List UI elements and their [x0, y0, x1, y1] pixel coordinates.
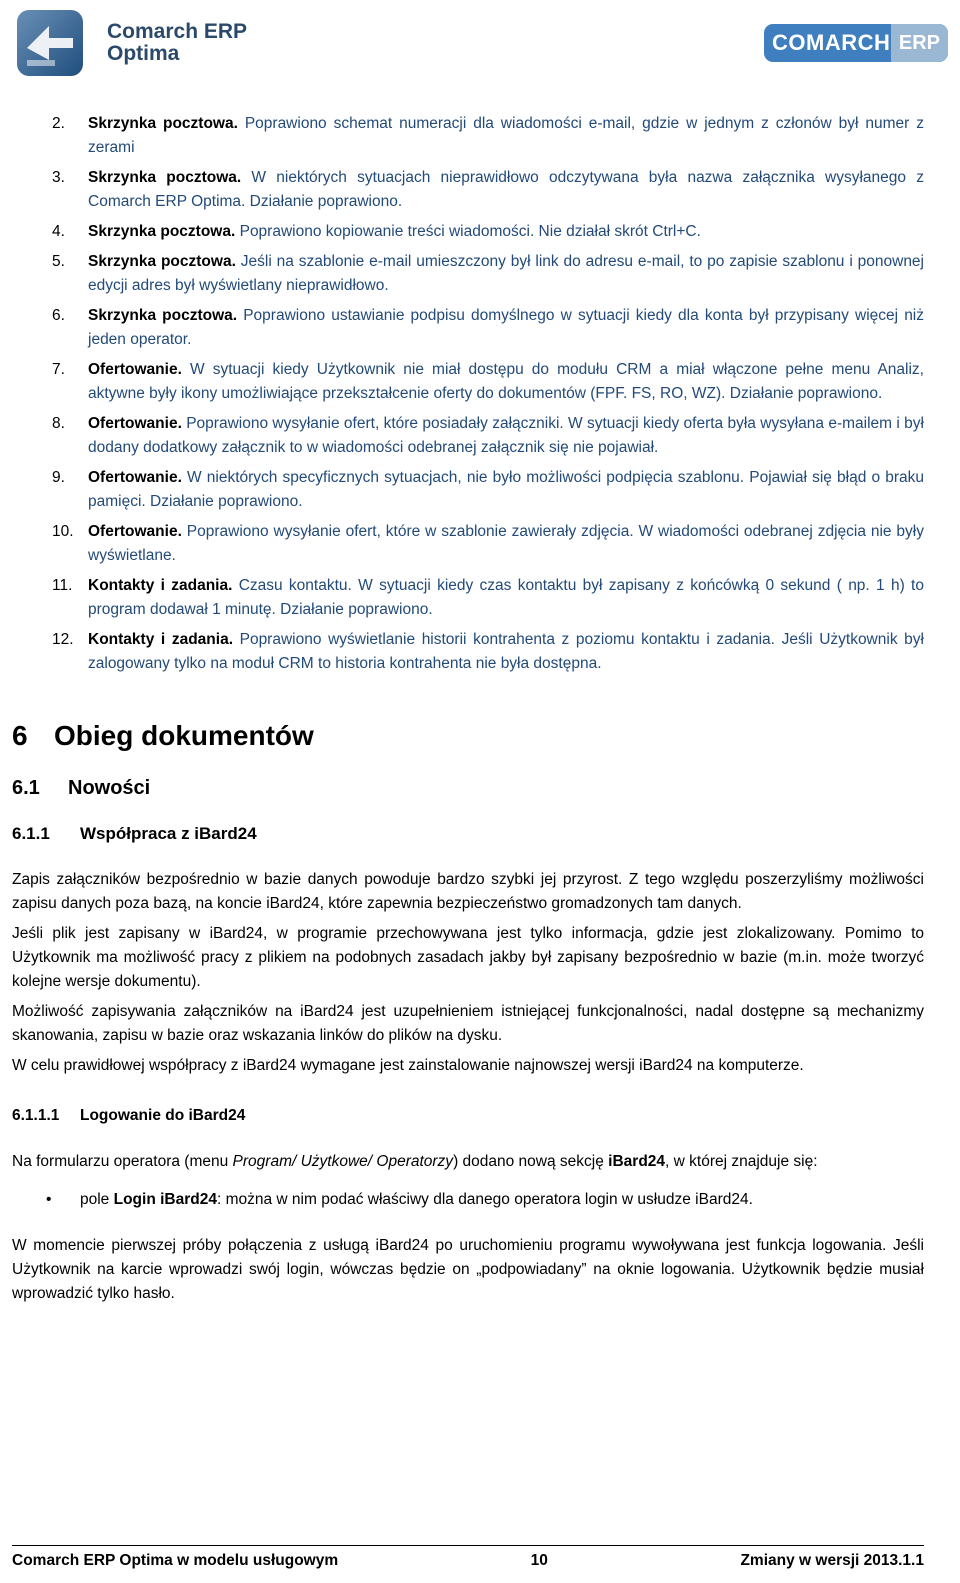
- login-para-mid: ) dodano nową sekcję: [453, 1153, 609, 1170]
- logo-line-2: Optima: [107, 42, 180, 65]
- item-text: Poprawiono kopiowanie treści wiadomości. Nie działał skrót Ctrl+C.: [235, 223, 701, 240]
- subsection-title: Nowości: [68, 777, 151, 799]
- item-text: Poprawiono ustawianie podpisu domyślnego w sytuacji kiedy dla konta był przypisany więcej niż jeden operator.: [88, 307, 925, 348]
- section-name: iBard24: [608, 1153, 666, 1170]
- item-text: W sytuacji kiedy Użytkownik nie miał dostępu do modułu CRM a miał włączone pełne menu Analiz, aktywne były ikony umożliwiające przekształcenie oferty do dokumentów (FPF. FS, RO, WZ). Działanie poprawiono.: [88, 361, 924, 402]
- optima-logo-icon: [15, 8, 85, 78]
- item-heading: Skrzynka pocztowa.: [88, 115, 238, 132]
- item-text: Jeśli na szablonie e-mail umieszczony był link do adresu e-mail, to po zapisie szablonu i ponownej edycji adres był wyświetlany nieprawidłowo.: [88, 253, 925, 294]
- bullet-dot-icon: •: [46, 1191, 52, 1208]
- bullet-list: [12, 1188, 924, 1212]
- subsection-heading: [12, 774, 924, 802]
- item-number: 5.: [52, 253, 65, 270]
- item-number: 12.: [52, 631, 74, 648]
- item-heading: Skrzynka pocztowa.: [88, 223, 236, 240]
- item-heading: Ofertowanie.: [88, 523, 182, 540]
- login-paragraph: [12, 1150, 924, 1174]
- item-heading: Ofertowanie.: [88, 469, 182, 486]
- list-item: [12, 304, 924, 352]
- list-item: [12, 628, 924, 676]
- footer-page-number: 10: [530, 1552, 548, 1569]
- subsubsection-heading: [12, 822, 924, 846]
- page-header: [0, 0, 960, 90]
- item-heading: Kontakty i zadania.: [88, 577, 233, 594]
- document-body: [12, 112, 924, 1306]
- brand-main-text: COMARCH: [772, 30, 891, 55]
- list-item: [12, 466, 924, 514]
- item-text: W niektórych sytuacjach nieprawidłowo odczytywana była nazwa załącznika wysyłanego z Comarch ERP Optima. Działanie poprawiono.: [88, 169, 924, 210]
- item-heading: Ofertowanie.: [88, 415, 182, 432]
- list-item: [12, 358, 924, 406]
- list-item: [12, 250, 924, 298]
- section-title: Obieg dokumentów: [54, 720, 314, 751]
- item-number: 8.: [52, 415, 65, 432]
- paragraph: Jeśli plik jest zapisany w iBard24, w programie przechowywana jest tylko informacja, gdzie jest zlokalizowany. Pomimo to Użytkownik ma możliwość pracy z plikiem na podobnych zasadach jakby był zapisany bezpośrednio w bazie (m.in. może tworzyć kolejne wersje dokumentu).: [12, 925, 924, 990]
- login-para-post: , w której znajduje się:: [665, 1153, 818, 1170]
- item-heading: Skrzynka pocztowa.: [88, 307, 238, 324]
- item-text: Czasu kontaktu. W sytuacji kiedy czas kontaktu był zapisany z końcówką 0 sekund ( np. 1 h) to program dodawał 1 minutę. Działanie poprawiono.: [88, 577, 924, 618]
- item-number: 3.: [52, 169, 65, 186]
- list-item: [12, 112, 924, 160]
- bullet-post: : można w nim podać właściwy dla danego operatora login w usłudze iBard24.: [216, 1191, 753, 1208]
- item-text: Poprawiono wyświetlanie historii kontrahenta z poziomu kontaktu i zadania. Jeśli Użytkownik był zalogowany tylko na moduł CRM to historia kontrahenta nie była dostępna.: [88, 631, 924, 672]
- page-footer: [12, 1545, 924, 1570]
- section-number: 6: [12, 720, 28, 751]
- paragraph: W celu prawidłowej współpracy z iBard24 wymagane jest zainstalowanie najnowszej wersji iBard24 na komputerze.: [12, 1057, 804, 1074]
- bullet-pre: pole: [80, 1191, 114, 1208]
- item-number: 7.: [52, 361, 65, 378]
- comarch-brand-logo: [764, 24, 948, 62]
- item-heading: Skrzynka pocztowa.: [88, 169, 242, 186]
- subsection-number: 6.1: [12, 777, 40, 799]
- item-number: 10.: [52, 523, 74, 540]
- level4-heading: [12, 1104, 924, 1128]
- footer-title: Comarch ERP Optima w modelu usługowym: [12, 1552, 339, 1569]
- paragraph: Możliwość zapisywania załączników na iBard24 jest uzupełnieniem istniejącej funkcjonalności, nadal dostępne są mechanizmy skanowania, zapisu w bazie oraz wskazania linków do plików na dysku.: [12, 1003, 924, 1044]
- list-item: [12, 520, 924, 568]
- final-paragraph: W momencie pierwszej próby połączenia z usługą iBard24 po uruchomieniu programu wywoływana jest funkcja logowania. Jeśli Użytkownik na karcie wprowadzi swój login, wówczas będzie on „podpowiadany” na oknie logowania. Użytkownik będzie musiał wprowadzić tylko hasło.: [12, 1237, 924, 1302]
- item-text: W niektórych specyficznych sytuacjach, nie było możliwości podpięcia szablonu. Pojawiał się błąd o braku pamięci. Działanie poprawiono.: [88, 469, 924, 510]
- level4-title: Logowanie do iBard24: [80, 1107, 246, 1124]
- item-text: Poprawiono wysyłanie ofert, które posiadały załączniki. W sytuacji kiedy oferta była wysyłana e-mailem i był dodany dodatkowy załącznik to w wiadomości odebranej załącznik się nie pojawiał.: [88, 415, 924, 456]
- item-heading: Skrzynka pocztowa.: [88, 253, 236, 270]
- fix-list: [12, 112, 924, 676]
- list-item: [12, 574, 924, 622]
- comarch-erp-optima-logo: [15, 8, 247, 78]
- paragraph: Zapis załączników bezpośrednio w bazie danych powoduje bardzo szybki jej przyrost. Z tego względu poszerzyliśmy możliwości zapisu danych poza bazą, na koncie iBard24, które zapewnia bezpieczeństwo gromadzonych tam danych.: [12, 871, 924, 912]
- item-heading: Kontakty i zadania.: [88, 631, 233, 648]
- menu-path: Program/ Użytkowe/ Operatorzy: [232, 1153, 454, 1170]
- bullet-bold: Login iBard24: [113, 1191, 217, 1208]
- list-item: [12, 412, 924, 460]
- section-heading: [12, 718, 924, 754]
- item-number: 4.: [52, 223, 65, 240]
- login-para-pre: Na formularzu operatora (menu: [12, 1153, 233, 1170]
- footer-version: Zmiany w wersji 2013.1.1: [740, 1552, 924, 1569]
- list-item: [12, 166, 924, 214]
- item-number: 6.: [52, 307, 65, 324]
- item-heading: Ofertowanie.: [88, 361, 182, 378]
- logo-line-1: Comarch ERP: [107, 20, 248, 43]
- brand-erp-text: ERP: [891, 24, 948, 62]
- item-text: Poprawiono wysyłanie ofert, które w szablonie zawierały zdjęcia. W wiadomości odebranej zdjęcia nie były wyświetlane.: [88, 523, 924, 564]
- item-text: Poprawiono schemat numeracji dla wiadomości e-mail, gdzie w jednym z członów był numer z zerami: [88, 115, 924, 156]
- subsubsection-title: Współpraca z iBard24: [80, 824, 257, 843]
- level4-number: 6.1.1.1: [12, 1107, 60, 1124]
- bullet-item: [12, 1188, 924, 1212]
- subsubsection-number: 6.1.1: [12, 824, 50, 843]
- item-number: 11.: [52, 577, 73, 594]
- item-number: 9.: [52, 469, 65, 486]
- list-item: [12, 220, 924, 244]
- item-number: 2.: [52, 115, 65, 132]
